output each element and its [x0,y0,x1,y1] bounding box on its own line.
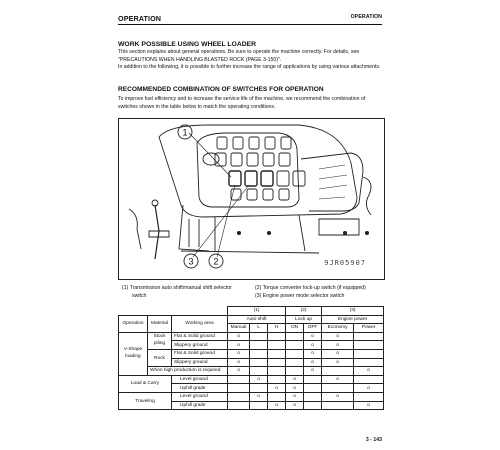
sub-header: OFF [304,324,322,333]
material-label: Stock [153,334,166,340]
mark-cell: o [304,349,322,358]
mark-cell: o [354,367,384,376]
header-rule [118,24,382,25]
intro-line: This section explains about general operations. Be sure to operate the machine correctly. For details, see [118,49,360,55]
intro-line: In addition to the following, it is possible to further increase the range of applications by using various attachments. [118,64,381,71]
mark-cell [304,375,322,384]
mark-cell: o [304,341,322,350]
mark-cell [286,349,304,358]
switch-combination-table [118,306,384,410]
legend-item-1-cont: switch [132,292,147,299]
mark-cell: o [286,392,304,401]
col-operation: Operation [119,315,148,332]
group-number-3: (3) [322,307,384,316]
mark-cell: o [228,358,250,367]
mark-cell [250,367,268,376]
sub-header: Power [354,324,384,333]
intro-paragraph [118,49,382,72]
material-cell [148,332,172,349]
table-header-row [119,307,384,316]
mark-cell: o [286,384,304,393]
area-cell: Level ground [172,392,228,401]
mark-cell: o [286,401,304,410]
mark-cell [286,341,304,350]
legend-item-3: (3) Engine power mode selector switch [255,292,345,299]
intro-line: "PRECAUTIONS WHEN HANDLING BLASTED ROCK (PAGE 3-150)". [118,56,282,63]
mark-cell [268,392,286,401]
mark-cell [268,349,286,358]
group-engine-power: Engine power [322,315,384,324]
mark-cell: o [228,367,250,376]
table-row [119,332,384,341]
mark-cell [228,384,250,393]
group-number-2: (2) [286,307,322,316]
table-header-row [119,315,384,324]
mark-cell: o [286,375,304,384]
header-left: OPERATION [118,14,162,23]
subsection-title: RECOMMENDED COMBINATION OF SWITCHES FOR OPERATION [118,86,324,93]
sub-header: H [268,324,286,333]
mark-cell [228,401,250,410]
area-cell: Flat & Solid ground [172,332,228,341]
table-row [119,349,384,358]
mark-cell [286,332,304,341]
mark-cell: o [228,332,250,341]
callout-1: 1 [182,127,188,138]
mark-cell: o [304,358,322,367]
material-label: piling [153,340,166,346]
mark-cell: o [322,392,354,401]
mark-cell [250,384,268,393]
group-auto-shift: Auto shift [228,315,286,324]
sub-header: Economy [322,324,354,333]
switch-panel-illustration [119,119,384,279]
mark-cell [286,367,304,376]
callout-3: 3 [188,256,194,267]
table-row [119,392,384,401]
sub-header: ON [286,324,304,333]
switch-panel-figure [118,118,385,280]
mark-cell: o [268,401,286,410]
area-cell: Slippery ground [172,358,228,367]
mark-cell [354,375,384,384]
mark-cell [322,367,354,376]
legend-right [255,285,366,300]
operation-cell: Traveling [119,392,172,409]
mark-cell [250,401,268,410]
operation-label: V-Shape [123,347,143,353]
page-number: 3 - 143 [365,437,382,443]
col-material: Material [148,315,172,332]
mark-cell [228,392,250,401]
area-cell: Flat & Solid ground [172,349,228,358]
mark-cell [228,375,250,384]
mark-cell [268,341,286,350]
mark-cell [304,384,322,393]
table-row [119,375,384,384]
legend-item-1: (1) Transmission auto shift/manual shift selector [122,285,232,291]
mark-cell [304,401,322,410]
mark-cell [322,384,354,393]
area-cell: Uphill grade [172,401,228,410]
mark-cell [286,358,304,367]
mark-cell: o [322,341,354,350]
operation-cell: Load & Carry [119,375,172,392]
group-lock-up: Lock up [286,315,322,324]
operation-cell [119,332,148,375]
recommend-line: switches shown in the table below to match the operating conditions. [118,103,276,110]
mark-cell: o [228,341,250,350]
mark-cell: o [304,367,322,376]
recommend-line: To improve fuel efficiency and to increase the service life of the machine, we recommend the combination of [118,96,366,102]
sub-header: Manual [228,324,250,333]
area-cell: Slippery ground [172,341,228,350]
mark-cell [354,392,384,401]
material-cell: Rock [148,349,172,366]
operation-label: loading [125,353,141,359]
mark-cell [354,332,384,341]
mark-cell: o [304,332,322,341]
mark-cell [250,341,268,350]
mark-cell [250,358,268,367]
sub-header: L [250,324,268,333]
group-number-1: (1) [228,307,286,316]
table-row [119,367,384,376]
mark-cell: o [354,401,384,410]
mark-cell: o [250,392,268,401]
mark-cell: o [322,349,354,358]
area-cell: Level ground [172,375,228,384]
mark-cell: o [322,358,354,367]
mark-cell: o [354,384,384,393]
mark-cell [250,349,268,358]
recommend-paragraph [118,96,382,111]
col-working-area: Working area [172,315,228,332]
mark-cell [354,349,384,358]
mark-cell [304,392,322,401]
mark-cell: o [250,375,268,384]
mark-cell [250,332,268,341]
mark-cell [354,358,384,367]
legend-left [122,285,232,300]
section-title: WORK POSSIBLE USING WHEEL LOADER [118,41,257,48]
legend-item-2: (2) Torque converter lock-up switch (if equipped) [255,285,366,291]
mark-cell [354,341,384,350]
mark-cell: o [268,384,286,393]
area-cell: When high production is required [148,367,228,376]
mark-cell [268,375,286,384]
area-cell: Uphill grade [172,384,228,393]
mark-cell [268,367,286,376]
mark-cell [268,332,286,341]
mark-cell: o [228,349,250,358]
mark-cell [322,401,354,410]
mark-cell [268,358,286,367]
mark-cell: o [322,332,354,341]
figure-code: 9JR05907 [324,259,366,267]
mark-cell: o [322,375,354,384]
header-right: OPERATION [350,14,382,20]
callout-2: 2 [213,256,219,267]
